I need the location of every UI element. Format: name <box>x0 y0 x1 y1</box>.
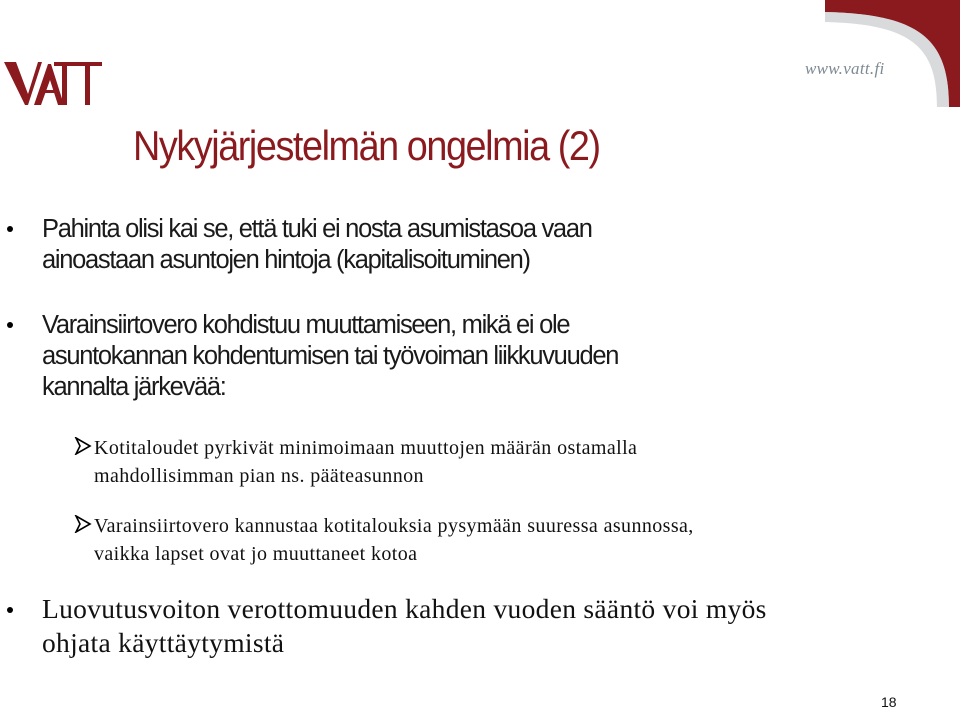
arrow-bullet-icon <box>74 515 92 533</box>
bullet-dot-icon <box>7 226 13 232</box>
website-url: www.vatt.fi <box>805 59 885 78</box>
bullet-dot-icon <box>7 322 13 328</box>
bullet-text: Pahinta olisi kai se, että tuki ei nosta asumistasoa vaan ainoastaan asuntojen hintoja (kapitalisoituminen) <box>42 215 592 274</box>
sub-bullet-text: Varainsiirtovero kannustaa kotitalouksia pysymään suuressa asunnossa, vaikka lapset ovat jo muuttaneet kotoa <box>94 515 694 565</box>
corner-decoration <box>825 0 960 107</box>
bullet-text: Varainsiirtovero kohdistuu muuttamiseen, mikä ei ole asuntokannan kohdentumisen tai työvoiman liikkuvuuden kannalta järkevää: <box>42 311 619 401</box>
arrow-bullet-icon <box>74 437 92 455</box>
bullet-dot-icon <box>7 607 13 613</box>
page-number: 18 <box>881 694 897 710</box>
slide-title: Nykyjärjestelmän ongelmia (2) <box>133 122 600 169</box>
bullet-text: Luovutusvoiton verottomuuden kahden vuoden sääntö voi myös ohjata käyttäytymistä <box>42 593 767 658</box>
vatt-logo <box>4 60 102 106</box>
sub-bullet-text: Kotitaloudet pyrkivät minimoimaan muuttojen määrän ostamalla mahdollisimman pian ns. pääteasunnon <box>94 437 638 487</box>
